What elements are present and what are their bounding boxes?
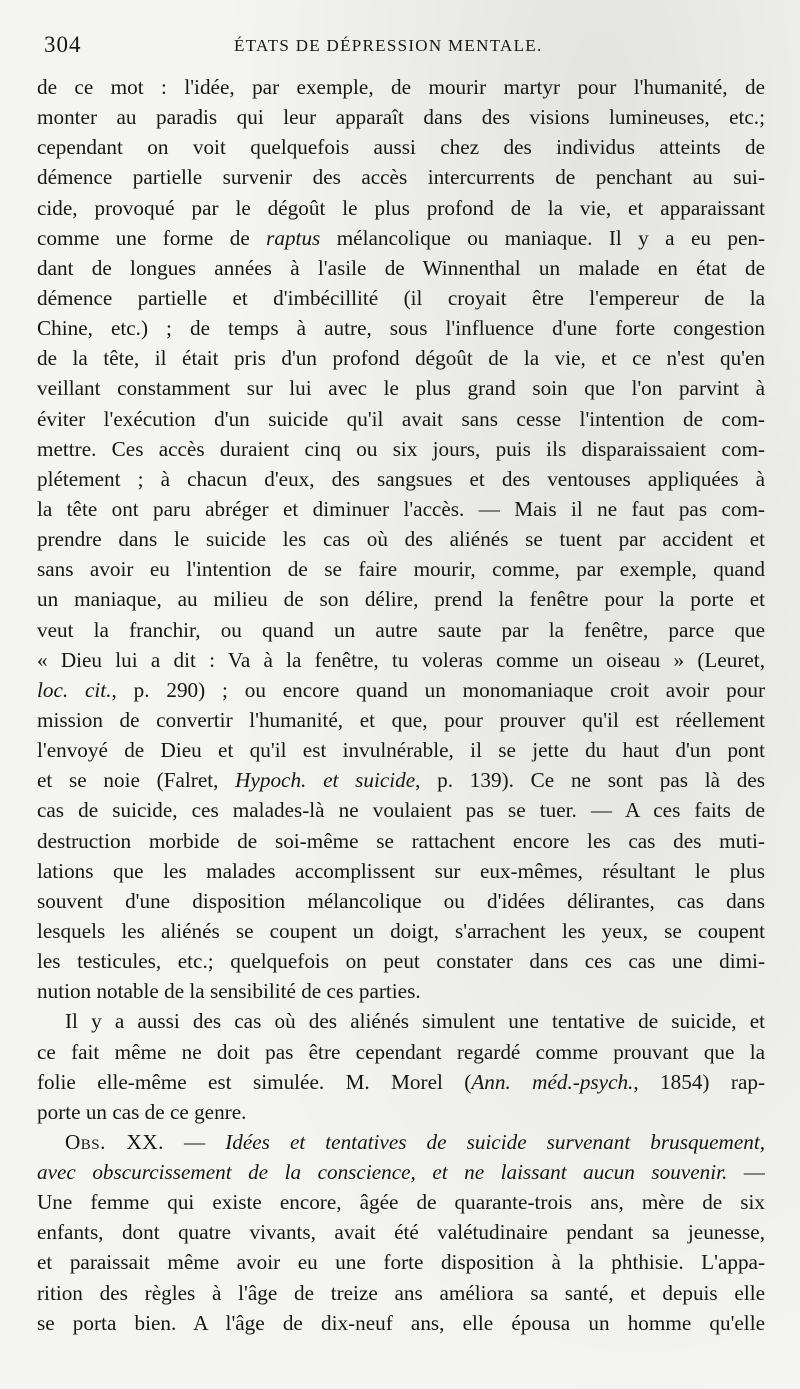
text-line: un maniaque, au milieu de son délire, prend la fenêtre pour la porte et (37, 587, 765, 612)
text-line: et se noie (Falret, Hypoch. et suicide, p. 139). Ce ne sont pas là des (37, 768, 765, 793)
text-line: Il y a aussi des cas où des aliénés simulent une tentative de suicide, et (65, 1009, 765, 1034)
text-line: sans avoir eu l'intention de se faire mourir, comme, par exemple, quand (37, 557, 765, 582)
text-line: destruction morbide de soi-même se rattachent encore les cas des muti- (37, 828, 765, 853)
text-line: enfants, dont quatre vivants, avait été valétudinaire pendant sa jeunesse, (37, 1220, 765, 1245)
text-line: veillant constamment sur lui avec le plus grand soin que l'on parvint à (37, 376, 765, 401)
text-line: et paraissait même avoir eu une forte disposition à la phthisie. L'appa- (37, 1250, 765, 1275)
text-line: veut la franchir, ou quand un autre saute par la fenêtre, parce que (37, 617, 765, 642)
page-number: 304 (44, 32, 82, 57)
text-line: ce fait même ne doit pas être cependant regardé comme prouvant que la (37, 1039, 765, 1064)
text-line: démence partielle et d'imbécillité (il croyait être l'empereur de la (37, 285, 765, 310)
text-line: loc. cit., p. 290) ; ou encore quand un monomaniaque croit avoir pour (37, 677, 765, 702)
page-header (44, 32, 764, 66)
text-line: de ce mot : l'idée, par exemple, de mourir martyr pour l'humanité, de (37, 75, 765, 99)
text-line: les testicules, etc.; quelquefois on peut constater dans ces cas une dimi- (37, 949, 765, 974)
text-line: mettre. Ces accès duraient cinq ou six jours, puis ils disparaissaient com- (37, 436, 765, 461)
body-text (37, 72, 765, 1338)
text-line: prendre dans le suicide les cas où des aliénés se tuent par accident et (37, 527, 765, 552)
text-line: cependant on voit quelquefois aussi chez des individus atteints de (37, 135, 765, 160)
text-line: lesquels les aliénés se coupent un doigt, s'arrachent les yeux, se coupent (37, 918, 765, 943)
text-line: démence partielle survenir des accès intercurrents de penchant au sui- (37, 165, 765, 190)
text-line: cide, provoqué par le dégoût le plus profond de la vie, et apparaissant (37, 195, 765, 220)
text-line: la tête ont paru abréger et diminuer l'accès. — Mais il ne faut pas com- (37, 496, 765, 521)
text-line: de la tête, il était pris d'un profond dégoût de la vie, et ce n'est qu'en (37, 346, 765, 371)
text-line: rition des règles à l'âge de treize ans améliora sa santé, et depuis elle (37, 1280, 765, 1305)
text-line: « Dieu lui a dit : Va à la fenêtre, tu voleras comme un oiseau » (Leuret, (37, 647, 765, 672)
observation-heading: avec obscurcissement de la conscience, et ne laissant aucun souvenir. — (37, 1160, 765, 1185)
text-line: monter au paradis qui leur apparaît dans des visions lumineuses, etc.; (37, 105, 765, 130)
observation-heading: Obs. XX. — Idées et tentatives de suicide survenant brusquement, (65, 1129, 765, 1154)
text-line: comme une forme de raptus mélancolique ou maniaque. Il y a eu pen- (37, 225, 765, 250)
running-head: ÉTATS DE DÉPRESSION MENTALE. (234, 36, 543, 55)
text-line: Une femme qui existe encore, âgée de quarante-trois ans, mère de six (37, 1190, 765, 1215)
text-line: porte un cas de ce genre. (37, 1099, 247, 1124)
text-line: folie elle-même est simulée. M. Morel (Ann. méd.-psych., 1854) rap- (37, 1069, 765, 1094)
text-line: l'envoyé de Dieu et qu'il est invulnérable, il se jette du haut d'un pont (37, 738, 765, 763)
text-line: lations que les malades accomplissent sur eux-mêmes, résultant le plus (37, 858, 765, 883)
text-line: Chine, etc.) ; de temps à autre, sous l'influence d'une forte congestion (37, 316, 765, 341)
text-line: se porta bien. A l'âge de dix-neuf ans, elle épousa un homme qu'elle (37, 1310, 765, 1335)
text-line: plétement ; à chacun d'eux, des sangsues et des ventouses appliquées à (37, 466, 765, 491)
text-line: souvent d'une disposition mélancolique ou d'idées délirantes, cas dans (37, 888, 765, 913)
text-line: dant de longues années à l'asile de Winnenthal un malade en état de (37, 255, 765, 280)
text-line: cas de suicide, ces malades-là ne voulaient pas se tuer. — A ces faits de (37, 798, 765, 823)
text-line: éviter l'exécution d'un suicide qu'il avait sans cesse l'intention de com- (37, 406, 765, 431)
text-line: mission de convertir l'humanité, et que, pour prouver qu'il est réellement (37, 707, 765, 732)
text-line: nution notable de la sensibilité de ces parties. (37, 979, 421, 1004)
